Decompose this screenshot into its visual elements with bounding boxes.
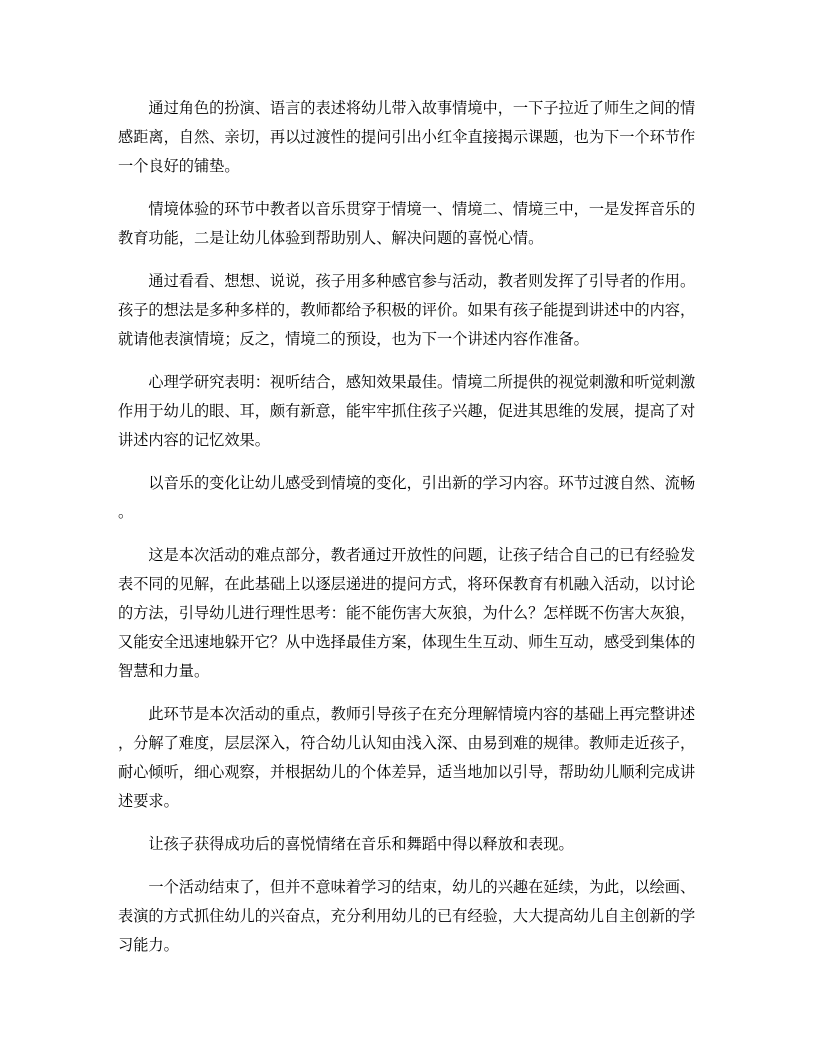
- paragraph-3: 通过看看、想想、说说，孩子用多种感官参与活动，教者则发挥了引导者的作用。孩子的想法是多种多样的，教师都给予积极的评价。如果有孩子能提到讲述中的内容，就请他表演情境；反之，情境二的预设，也为下一个讲述内容作准备。: [118, 272, 696, 348]
- paragraph-1: 通过角色的扮演、语言的表述将幼儿带入故事情境中，一下子拉近了师生之间的情感距离，自然、亲切，再以过渡性的提问引出小红伞直接揭示课题，也为下一个环节作一个良好的铺垫。: [118, 99, 696, 175]
- paragraph-2: 情境体验的环节中教者以音乐贯穿于情境一、情境二、情境三中，一是发挥音乐的教育功能，二是让幼儿体验到帮助别人、解决问题的喜悦心情。: [118, 200, 696, 247]
- paragraph-7: 此环节是本次活动的重点，教师引导孩子在充分理解情境内容的基础上再完整讲述，分解了难度，层层深入，符合幼儿认知由浅入深、由易到难的规律。教师走近孩子，耐心倾听，细心观察，并根据幼儿的个体差异，适当地加以引导，帮助幼儿顺利完成讲述要求。: [118, 705, 696, 810]
- paragraph-4: 心理学研究表明：视听结合，感知效果最佳。情境二所提供的视觉刺激和听觉刺激作用于幼儿的眼、耳，颇有新意，能牢牢抓住孩子兴趣，促进其思维的发展，提高了对讲述内容的记忆效果。: [118, 373, 696, 449]
- document-body: [118, 94, 703, 974]
- paragraph-8: 让孩子获得成功后的喜悦情绪在音乐和舞蹈中得以释放和表现。: [148, 835, 574, 853]
- paragraph-6: 这是本次活动的难点部分，教者通过开放性的问题，让孩子结合自己的已有经验发表不同的见解，在此基础上以逐层递进的提问方式，将环保教育有机融入活动，以讨论的方法，引导幼儿进行理性思考：能不能伤害大灰狼，为什么？怎样既不伤害大灰狼，又能安全迅速地躲开它？从中选择最佳方案，体现生生互动、师生互动，感受到集体的智慧和力量。: [118, 546, 696, 680]
- paragraph-9: 一个活动结束了，但并不意味着学习的结束，幼儿的兴趣在延续，为此，以绘画、表演的方式抓住幼儿的兴奋点，充分利用幼儿的已有经验，大大提高幼儿自主创新的学习能力。: [118, 878, 696, 954]
- paragraph-5: 以音乐的变化让幼儿感受到情境的变化，引出新的学习内容。环节过渡自然、流畅。: [118, 474, 696, 521]
